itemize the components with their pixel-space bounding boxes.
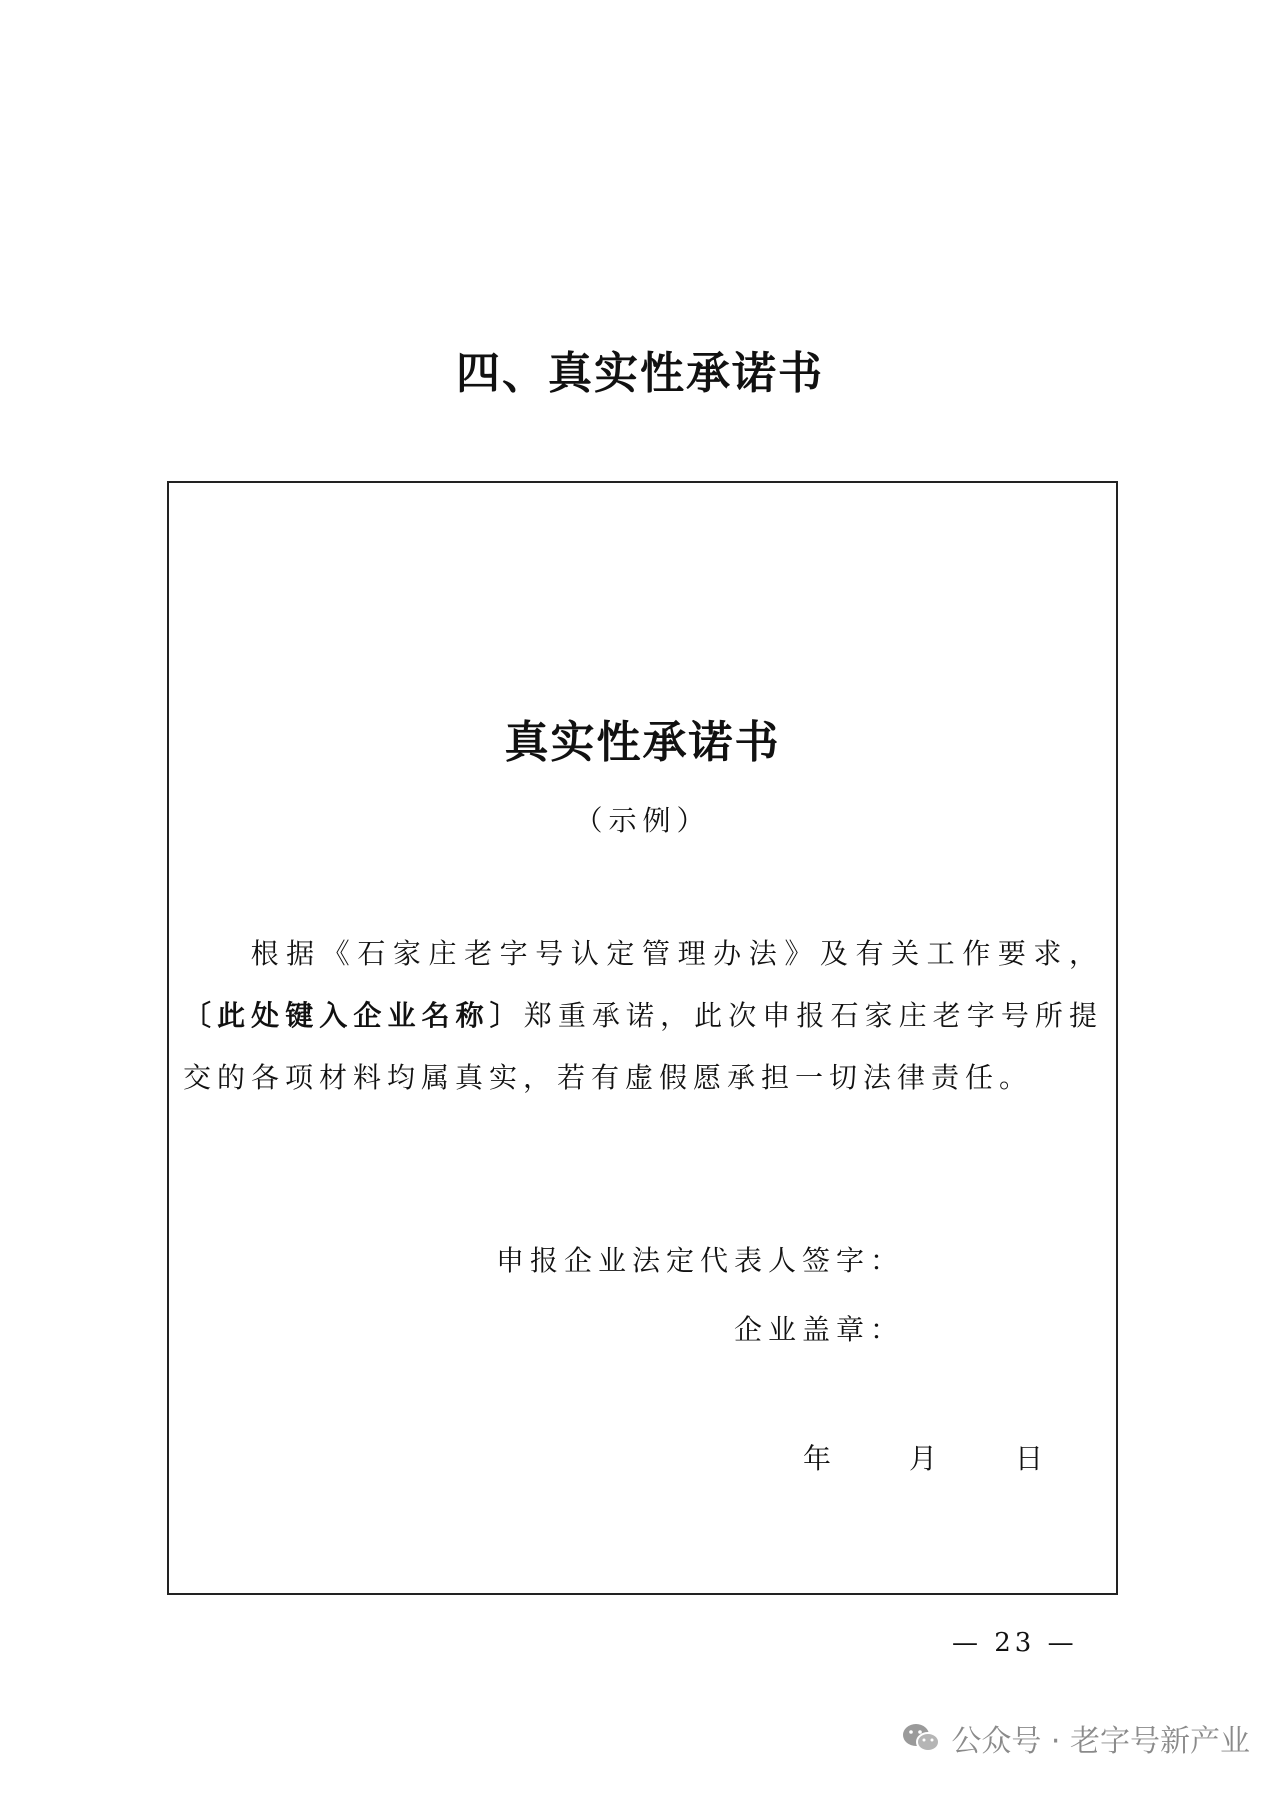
date-row	[803, 1439, 1043, 1479]
company-name-placeholder: 〔此处键入企业名称〕	[183, 999, 524, 1032]
watermark-text: 公众号 · 老字号新产业	[951, 1724, 1250, 1759]
body-text-end: 郑重承诺，此次申报石家庄老字号所提交的各项材料均属真实，若有虚假愿承担一切法律责任。	[183, 999, 1103, 1094]
page-number: — 23 —	[952, 1628, 1078, 1658]
letter-body	[183, 923, 1103, 1109]
wechat-icon	[901, 1721, 941, 1755]
date-year-label: 年	[803, 1442, 832, 1475]
date-month-label: 月	[908, 1442, 937, 1475]
body-text-start: 根据《石家庄老字号认定管理办法》及有关工作要求，	[249, 937, 1103, 970]
commitment-letter-frame	[167, 481, 1118, 1595]
legal-representative-signature-label: 申报企业法定代表人签字：	[495, 1244, 904, 1277]
watermark	[901, 1716, 1250, 1760]
letter-title: 真实性承诺书	[504, 717, 781, 768]
letter-subtitle: （示例）	[574, 804, 711, 837]
company-seal-label: 企业盖章：	[733, 1313, 904, 1346]
date-day-label: 日	[1014, 1442, 1043, 1475]
section-title: 四、真实性承诺书	[456, 348, 824, 399]
